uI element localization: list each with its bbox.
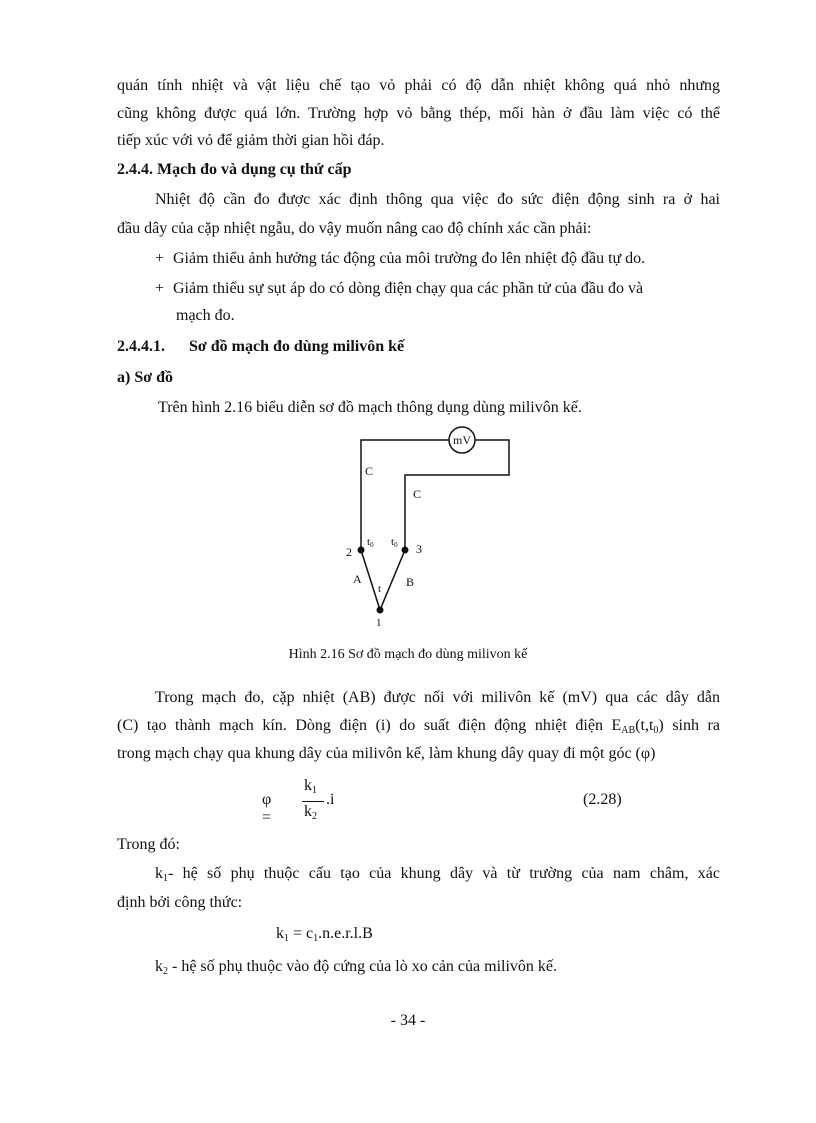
node-3-dot <box>402 547 409 554</box>
k1-formula: $k_1 = c_1.n.e.r.l.B$ <box>276 925 373 944</box>
eq-numerator: $k_1$ <box>304 777 317 796</box>
para3-line1: Trong mạch đo, cặp nhiệt (AB) được nối với milivôn kế (mV) qua các dây dẫn <box>155 689 720 706</box>
meter-label: mV <box>453 433 471 447</box>
eq-lhs: φ = <box>262 791 272 826</box>
eq-denominator: $k_2$ <box>304 803 317 822</box>
equation-number: (2.28) <box>583 791 622 808</box>
k1-definition-line1: $k_1-$ hệ số phụ thuộc cấu tạo của khung dây và từ trường của nam châm, xác <box>155 865 720 884</box>
wire-a <box>361 550 380 610</box>
para1-line1: quán tính nhiệt và vật liệu chế tạo vỏ phải có độ dẫn nhiệt không quá nhỏ nhưng <box>117 77 720 94</box>
para1-line3: tiếp xúc với vỏ để giảm thời gian hồi đáp. <box>117 132 385 149</box>
trong-do: Trong đó: <box>117 836 180 853</box>
node-2-dot <box>358 547 365 554</box>
bullet-marker: + <box>155 280 165 297</box>
label-node-1: 1 <box>376 617 382 629</box>
bullet-1-text: Giảm thiểu ảnh hưởng tác động của môi trường đo lên nhiệt độ đầu tự do. <box>173 250 646 267</box>
bullet-marker: + <box>155 250 165 267</box>
wire-b <box>380 550 405 610</box>
para3-line3: trong mạch chạy qua khung dây của milivôn kế, làm khung dây quay đi một góc (φ) <box>117 745 656 762</box>
label-t0-left: t0 <box>367 536 374 549</box>
para1-line2: cũng không được quá lớn. Trường hợp vỏ bằng thép, mối hàn ở đầu làm việc có thể <box>117 105 720 122</box>
eq-rhs: .i <box>326 791 335 808</box>
label-t: t <box>378 583 382 595</box>
label-a: A <box>353 572 362 586</box>
label-c-right: C <box>413 487 422 501</box>
figure-intro: Trên hình 2.16 biểu diễn sơ đồ mạch thông dụng dùng milivôn kế. <box>158 399 582 416</box>
node-1-dot <box>377 607 384 614</box>
para2-line1: Nhiệt độ cần đo được xác định thông qua việc đo sức điện động sinh ra ở hai <box>155 191 720 208</box>
section-number: 2.4.4.1. <box>117 338 165 355</box>
subheading-a: a) Sơ đồ <box>117 369 173 386</box>
bullet-2-text-line2: mạch đo. <box>176 307 235 324</box>
k1-definition-line2: định bởi công thức: <box>117 894 243 911</box>
figure-caption: Hình 2.16 Sơ đồ mạch đo dùng milivon kế <box>288 647 528 662</box>
section-title: Sơ đồ mạch đo dùng milivôn kế <box>189 338 405 355</box>
label-b: B <box>406 575 415 589</box>
page-number: - 34 - <box>390 1012 426 1029</box>
label-node-3: 3 <box>416 542 422 556</box>
k2-definition: $k_2$ - hệ số phụ thuộc vào độ cứng của lò xo cản của milivôn kế. <box>155 958 558 977</box>
para2-line2: đầu dây của cặp nhiệt ngẫu, do vậy muốn nâng cao độ chính xác cần phải: <box>117 220 592 237</box>
para3-line2: (C) tạo thành mạch kín. Dòng điện (i) do suất điện động nhiệt điện $E_{AB}(t,t_0)$ sinh ra <box>117 717 720 736</box>
bullet-2-text-line1: Giảm thiểu sự sụt áp do có dòng điện chạy qua các phần tử của đầu đo và <box>173 280 644 297</box>
section-heading-2-4-4: 2.4.4. Mạch đo và dụng cụ thứ cấp <box>117 161 352 178</box>
fraction-bar <box>302 801 324 802</box>
label-c-left: C <box>365 464 374 478</box>
label-node-2: 2 <box>346 545 352 559</box>
label-t0-right: t0 <box>391 536 398 549</box>
